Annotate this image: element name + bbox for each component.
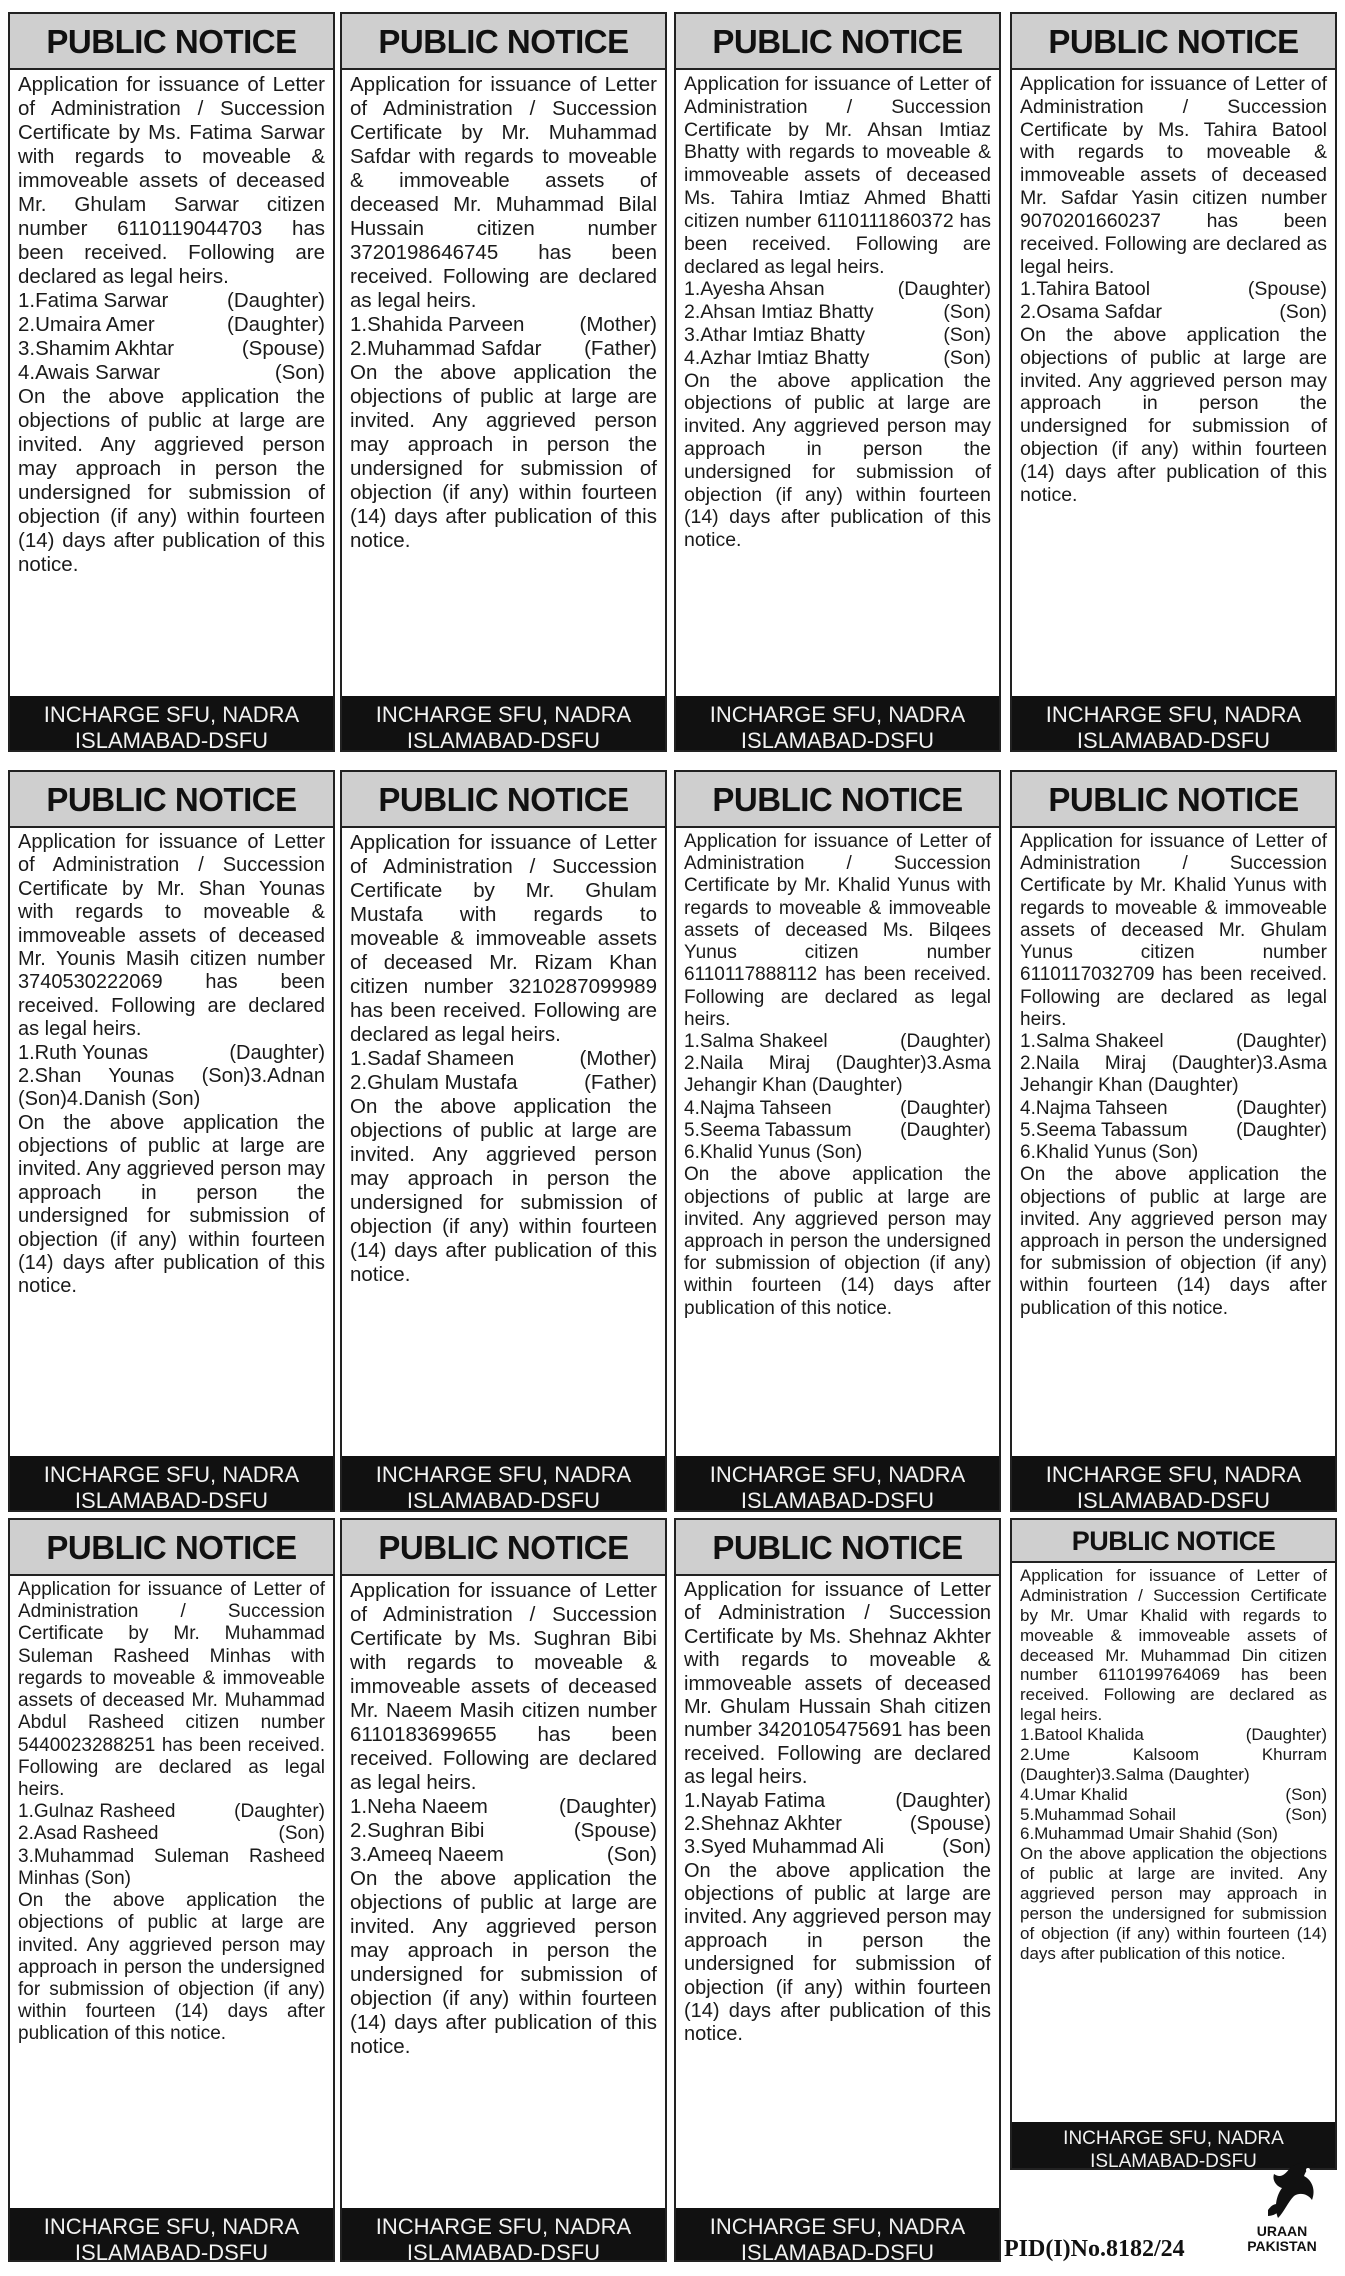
heir-relation: (Daughter) bbox=[895, 1789, 991, 1812]
signatory-line: INCHARGE SFU, NADRA bbox=[1045, 1462, 1302, 1487]
signatory-line: INCHARGE SFU, NADRA bbox=[1063, 2128, 1284, 2149]
heir-name: 2.Muhammad Safdar bbox=[350, 336, 542, 360]
heir-name: 2.Ahsan Imtiaz Bhatty bbox=[684, 301, 874, 324]
legal-heir-item bbox=[684, 1120, 991, 1142]
public-notice bbox=[8, 1518, 335, 2262]
notice-heading: PUBLIC NOTICE bbox=[342, 14, 665, 70]
legal-heir-item bbox=[18, 313, 325, 337]
notice-objection-text: On the above application the objections of public at large are invited. Any aggrieved person may approach in person the undersigned for submission of objection (if any) within fourteen (14) days after publication of this notice. bbox=[1020, 1164, 1327, 1319]
public-notice bbox=[8, 12, 335, 752]
notice-signatory bbox=[10, 1456, 333, 1510]
heir-name: 2.Ghulam Mustafa bbox=[350, 1070, 518, 1094]
heir-name: 5.Seema Tabassum bbox=[684, 1119, 852, 1141]
notice-signatory bbox=[676, 2208, 999, 2260]
legal-heir-item bbox=[684, 1836, 991, 1859]
legal-heir-item bbox=[1020, 1725, 1327, 1745]
heir-relation: (Son) bbox=[943, 346, 991, 369]
notice-objection-text: On the above application the objections of public at large are invited. Any aggrieved person may approach in person the undersigned for submission of objection (if any) within fourteen (14) days after publication of this notice. bbox=[684, 369, 991, 552]
heir-name: 1.Tahira Batool bbox=[1020, 278, 1151, 301]
public-notice bbox=[8, 770, 335, 1512]
signatory-line: INCHARGE SFU, NADRA bbox=[375, 2214, 632, 2239]
legal-heir-item: 3.Muhammad Suleman Rasheed Minhas (Son) bbox=[18, 1845, 325, 1889]
notice-heading: PUBLIC NOTICE bbox=[342, 772, 665, 828]
heir-relation: (Daughter) bbox=[1236, 1119, 1327, 1141]
notice-body bbox=[676, 70, 999, 696]
legal-heir-item bbox=[18, 289, 325, 313]
notice-intro-text: Application for issuance of Letter of Administration / Succession Certificate by Ms. Tahira Batool with regards to moveable & immoveable assets of deceased Mr. Safdar Yasin citizen number 9070201660237 has been received. Following are declared as legal heirs. bbox=[1020, 73, 1327, 278]
notice-signatory bbox=[342, 2208, 665, 2260]
signatory-line: ISLAMABAD-DSFU bbox=[406, 2240, 601, 2262]
legal-heir-item bbox=[350, 1843, 657, 1867]
public-notice bbox=[1010, 12, 1337, 752]
heir-name: 4.Awais Sarwar bbox=[18, 360, 161, 384]
legal-heir-item bbox=[350, 1071, 657, 1095]
notice-objection-text: On the above application the objections of public at large are invited. Any aggrieved person may approach in person the undersigned for submission of objection (if any) within fourteen (14) days after publication of this notice. bbox=[1020, 1844, 1327, 1963]
signatory-line: ISLAMABAD-DSFU bbox=[1090, 2150, 1257, 2170]
heir-name: 4.Najma Tahseen bbox=[1020, 1097, 1168, 1119]
heir-name: 2.Osama Safdar bbox=[1020, 301, 1162, 324]
signatory-line: ISLAMABAD-DSFU bbox=[1076, 1488, 1271, 1512]
legal-heir-item bbox=[18, 1823, 325, 1845]
heir-relation: (Father) bbox=[584, 1070, 657, 1094]
notice-heading: PUBLIC NOTICE bbox=[676, 772, 999, 828]
heir-name: 1.Fatima Sarwar bbox=[18, 288, 169, 312]
heir-relation: (Mother) bbox=[579, 312, 657, 336]
heir-name: 3.Syed Muhammad Ali bbox=[684, 1836, 885, 1859]
legal-heir-item bbox=[1020, 278, 1327, 301]
heir-name: 5.Muhammad Sohail bbox=[1020, 1804, 1176, 1824]
heir-name: 5.Seema Tabassum bbox=[1020, 1119, 1188, 1141]
public-notice bbox=[674, 770, 1001, 1512]
legal-heir-item bbox=[350, 1819, 657, 1843]
notice-intro-text: Application for issuance of Letter of Administration / Succession Certificate by Mr. Umar Khalid with regards to moveable & immoveable assets of deceased Mr. Muhammad Din citizen number 6110199764069 has been received. Following are declared as legal heirs. bbox=[1020, 1566, 1327, 1725]
notice-body bbox=[10, 70, 333, 696]
heir-relation: (Mother) bbox=[579, 1046, 657, 1070]
notice-heading: PUBLIC NOTICE bbox=[10, 14, 333, 70]
notice-intro-text: Application for issuance of Letter of Administration / Succession Certificate by Ms. Fatima Sarwar with regards to moveable & immoveable assets of deceased Mr. Ghulam Sarwar citizen number 6110119044703 has been received. Following are declared as legal heirs. bbox=[18, 73, 325, 288]
notice-body bbox=[342, 1576, 665, 2208]
notice-intro-text: Application for issuance of Letter of Administration / Succession Certificate by Mr. Ahsan Imtiaz Bhatty with regards to moveable & immoveable assets of deceased Ms. Tahira Imtiaz Ahmed Bhatti citizen number 6110111860372 has been received. Following are declared as legal heirs. bbox=[684, 73, 991, 278]
legal-heir-item bbox=[1020, 301, 1327, 324]
heir-relation: (Daughter) bbox=[234, 1801, 325, 1823]
signatory-line: ISLAMABAD-DSFU bbox=[74, 728, 269, 752]
heir-relation: (Daughter) bbox=[1236, 1097, 1327, 1119]
legal-heir-item: 6.Khalid Yunus (Son) bbox=[1020, 1142, 1199, 1164]
pid-number: PID(I)No.8182/24 bbox=[1004, 2236, 1185, 2262]
notice-signatory bbox=[10, 2208, 333, 2260]
legal-heir-item bbox=[350, 313, 657, 337]
signatory-line: ISLAMABAD-DSFU bbox=[406, 728, 601, 752]
legal-heir-item bbox=[1020, 1805, 1327, 1825]
notice-intro-text: Application for issuance of Letter of Administration / Succession Certificate by Mr. Muhammad Safdar with regards to moveable & immoveable assets of deceased Mr. Muhammad Bilal Hussain citizen number 3720198646745 has been received. Following are declared as legal heirs. bbox=[350, 73, 657, 312]
legal-heir-item: 6.Khalid Yunus (Son) bbox=[684, 1142, 863, 1164]
heir-name: 4.Umar Khalid bbox=[1020, 1784, 1128, 1804]
signatory-line: ISLAMABAD-DSFU bbox=[74, 1488, 269, 1512]
heir-relation: (Son) bbox=[942, 1836, 991, 1859]
notice-objection-text: On the above application the objections of public at large are invited. Any aggrieved person may approach in person the undersigned for submission of objection (if any) within fourteen (14) days after publication of this notice. bbox=[684, 1164, 991, 1319]
signatory-line: ISLAMABAD-DSFU bbox=[74, 2240, 269, 2262]
signatory-line: INCHARGE SFU, NADRA bbox=[43, 702, 300, 727]
heir-relation: (Son) bbox=[1285, 1784, 1327, 1804]
signatory-line: INCHARGE SFU, NADRA bbox=[709, 702, 966, 727]
heir-name: 2.Umaira Amer bbox=[18, 312, 155, 336]
heir-name: 3.Shamim Akhtar bbox=[18, 336, 175, 360]
heir-relation: (Daughter) bbox=[227, 288, 325, 312]
heir-relation: (Father) bbox=[584, 336, 657, 360]
notice-objection-text: On the above application the objections of public at large are invited. Any aggrieved person may approach in person the undersigned for submission of objection (if any) within fourteen (14) days after publication of this notice. bbox=[684, 1859, 991, 2046]
heir-name: 2.Asad Rasheed bbox=[18, 1823, 159, 1845]
heir-name: 1.Salma Shakeel bbox=[684, 1030, 828, 1052]
notice-heading: PUBLIC NOTICE bbox=[1012, 772, 1335, 828]
notice-intro-text: Application for issuance of Letter of Administration / Succession Certificate by Mr. Ghulam Mustafa with regards to moveable & immoveable assets of deceased Mr. Rizam Khan citizen number 3210287099989 has been received. Following are declared as legal heirs. bbox=[350, 831, 657, 1046]
notice-signatory bbox=[342, 1456, 665, 1510]
notice-heading: PUBLIC NOTICE bbox=[10, 772, 333, 828]
notice-signatory bbox=[342, 696, 665, 750]
public-notice bbox=[674, 12, 1001, 752]
heir-relation: (Daughter) bbox=[229, 1041, 325, 1064]
notice-intro-text: Application for issuance of Letter of Administration / Succession Certificate by Mr. Muhammad Suleman Rasheed Minhas with regards to moveable & immoveable assets of deceased Mr. Muhammad Abdul Rasheed citizen number 5440023288251 has been received. Following are declared as legal heirs. bbox=[18, 1579, 325, 1800]
heir-name: 1.Ruth Younas bbox=[18, 1041, 149, 1064]
legal-heir-item bbox=[18, 1042, 325, 1065]
notice-heading: PUBLIC NOTICE bbox=[342, 1520, 665, 1576]
notice-intro-text: Application for issuance of Letter of Administration / Succession Certificate by Ms. Shehnaz Akhter with regards to moveable & immoveable assets of deceased Mr. Ghulam Hussain Shah citizen number 3420105475691 has been received. Following are declared as legal heirs. bbox=[684, 1579, 991, 1789]
heir-name: 4.Azhar Imtiaz Bhatty bbox=[684, 346, 870, 369]
signatory-line: INCHARGE SFU, NADRA bbox=[43, 2214, 300, 2239]
heir-name: 1.Shahida Parveen bbox=[350, 312, 525, 336]
notice-signatory bbox=[1012, 696, 1335, 750]
notice-objection-text: On the above application the objections of public at large are invited. Any aggrieved person may approach in person the undersigned for submission of objection (if any) within fourteen (14) days after publication of this notice. bbox=[18, 1890, 325, 2045]
legal-heir-item bbox=[684, 1031, 991, 1053]
notice-heading: PUBLIC NOTICE bbox=[1012, 14, 1335, 70]
heir-relation: (Spouse) bbox=[573, 1818, 657, 1842]
legal-heir-item bbox=[18, 1801, 325, 1823]
legal-heir-item: 2.Naila Miraj (Daughter)3.Asma Jehangir Khan (Daughter) bbox=[684, 1053, 991, 1097]
heir-name: 1.Batool Khalida bbox=[1020, 1725, 1144, 1744]
legal-heir-item bbox=[684, 1790, 991, 1813]
heir-relation: (Spouse) bbox=[241, 336, 325, 360]
notice-intro-text: Application for issuance of Letter of Administration / Succession Certificate by Mr. Shan Younas with regards to moveable & immoveable assets of deceased Mr. Younis Masih citizen number 3740530222069 has been received. Following are declared as legal heirs. bbox=[18, 831, 325, 1041]
signatory-line: INCHARGE SFU, NADRA bbox=[375, 702, 632, 727]
public-notice bbox=[340, 1518, 667, 2262]
legal-heir-item bbox=[1020, 1098, 1327, 1120]
legal-heir-item bbox=[684, 347, 991, 370]
heir-name: 1.Gulnaz Rasheed bbox=[18, 1801, 176, 1823]
signatory-line: ISLAMABAD-DSFU bbox=[740, 2240, 935, 2262]
legal-heir-item bbox=[350, 337, 657, 361]
signatory-line: ISLAMABAD-DSFU bbox=[740, 1488, 935, 1512]
heir-name: 2.Shehnaz Akhter bbox=[684, 1812, 842, 1835]
heir-name: 1.Ayesha Ahsan bbox=[684, 278, 825, 301]
notice-body bbox=[1012, 828, 1335, 1456]
legal-heir-item: 6.Muhammad Umair Shahid (Son) bbox=[1020, 1824, 1278, 1844]
heir-relation: (Son) bbox=[278, 1823, 325, 1845]
heir-name: 4.Najma Tahseen bbox=[684, 1097, 832, 1119]
signatory-line: INCHARGE SFU, NADRA bbox=[709, 1462, 966, 1487]
notice-body bbox=[1012, 70, 1335, 696]
notice-heading: PUBLIC NOTICE bbox=[676, 14, 999, 70]
heir-relation: (Daughter) bbox=[900, 1119, 991, 1141]
notice-heading: PUBLIC NOTICE bbox=[10, 1520, 333, 1576]
public-notice bbox=[340, 770, 667, 1512]
uraan-pakistan-logo-text: URAAN PAKISTAN bbox=[1247, 2223, 1317, 2254]
legal-heir-item bbox=[350, 1795, 657, 1819]
legal-heir-item: 2.Ume Kalsoom Khurram (Daughter)3.Salma (Daughter) bbox=[1020, 1744, 1327, 1784]
legal-heir-item: 2.Shan Younas (Son)3.Adnan (Son)4.Danish (Son) bbox=[18, 1064, 325, 1111]
signatory-line: INCHARGE SFU, NADRA bbox=[709, 2214, 966, 2239]
notice-signatory bbox=[10, 696, 333, 750]
signatory-line: ISLAMABAD-DSFU bbox=[406, 1488, 601, 1512]
notice-heading: PUBLIC NOTICE bbox=[676, 1520, 999, 1576]
heir-name: 1.Neha Naeem bbox=[350, 1794, 488, 1818]
heir-relation: (Son) bbox=[943, 301, 991, 324]
heir-relation: (Son) bbox=[1279, 301, 1327, 324]
signatory-line: INCHARGE SFU, NADRA bbox=[375, 1462, 632, 1487]
notice-body bbox=[676, 828, 999, 1456]
heir-relation: (Spouse) bbox=[909, 1812, 991, 1835]
notice-intro-text: Application for issuance of Letter of Administration / Succession Certificate by Mr. Khalid Yunus with regards to moveable & immoveable assets of deceased Mr. Ghulam Yunus citizen number 6110117032709 has been received. Following are declared as legal heirs. bbox=[1020, 831, 1327, 1030]
notice-body bbox=[342, 70, 665, 696]
heir-name: 1.Sadaf Shameen bbox=[350, 1046, 515, 1070]
heir-relation: (Son) bbox=[606, 1842, 657, 1866]
legal-heir-item bbox=[684, 278, 991, 301]
notice-objection-text: On the above application the objections of public at large are invited. Any aggrieved person may approach in person the undersigned for submission of objection (if any) within fourteen (14) days after publication of this notice. bbox=[18, 1111, 325, 1298]
legal-heir-item bbox=[684, 324, 991, 347]
notice-body bbox=[342, 828, 665, 1456]
notice-body bbox=[1012, 1563, 1335, 2122]
legal-heir-item bbox=[684, 301, 991, 324]
heir-relation: (Daughter) bbox=[1245, 1725, 1327, 1744]
legal-heir-item bbox=[1020, 1031, 1327, 1053]
signatory-line: INCHARGE SFU, NADRA bbox=[43, 1462, 300, 1487]
legal-heir-item bbox=[18, 361, 325, 385]
notice-signatory bbox=[676, 696, 999, 750]
heir-relation: (Son) bbox=[943, 323, 991, 346]
heir-name: 1.Nayab Fatima bbox=[684, 1789, 826, 1812]
notice-objection-text: On the above application the objections of public at large are invited. Any aggrieved person may approach in person the undersigned for submission of objection (if any) within fourteen (14) days after publication of this notice. bbox=[350, 1866, 657, 2058]
heir-relation: (Spouse) bbox=[1247, 278, 1327, 301]
notice-body bbox=[10, 1576, 333, 2208]
notice-body bbox=[676, 1576, 999, 2208]
notice-intro-text: Application for issuance of Letter of Administration / Succession Certificate by Ms. Sughran Bibi with regards to moveable & immoveable assets of deceased Mr. Naeem Masih citizen number 6110183699655 has been received. Following are declared as legal heirs. bbox=[350, 1579, 657, 1794]
signatory-line: ISLAMABAD-DSFU bbox=[740, 728, 935, 752]
heir-relation: (Daughter) bbox=[227, 312, 325, 336]
notice-intro-text: Application for issuance of Letter of Administration / Succession Certificate by Mr. Khalid Yunus with regards to moveable & immoveable assets of deceased Ms. Bilqees Yunus citizen number 6110117888112 has been received. Following are declared as legal heirs. bbox=[684, 831, 991, 1030]
public-notice bbox=[1010, 1518, 1337, 2170]
legal-heir-item bbox=[18, 337, 325, 361]
heir-name: 1.Salma Shakeel bbox=[1020, 1030, 1164, 1052]
heir-relation: (Daughter) bbox=[900, 1030, 991, 1052]
heir-name: 2.Sughran Bibi bbox=[350, 1818, 485, 1842]
legal-heir-item bbox=[1020, 1785, 1327, 1805]
notice-objection-text: On the above application the objections of public at large are invited. Any aggrieved person may approach in person the undersigned for submission of objection (if any) within fourteen (14) days after publication of this notice. bbox=[350, 360, 657, 552]
heir-relation: (Daughter) bbox=[897, 278, 991, 301]
notice-objection-text: On the above application the objections of public at large are invited. Any aggrieved person may approach in person the undersigned for submission of objection (if any) within fourteen (14) days after publication of this notice. bbox=[1020, 323, 1327, 506]
legal-heir-item bbox=[684, 1813, 991, 1836]
public-notice bbox=[1010, 770, 1337, 1512]
legal-heir-item bbox=[684, 1098, 991, 1120]
public-notice bbox=[340, 12, 667, 752]
heir-relation: (Daughter) bbox=[900, 1097, 991, 1119]
heir-relation: (Son) bbox=[1285, 1804, 1327, 1824]
public-notice bbox=[674, 1518, 1001, 2262]
signatory-line: ISLAMABAD-DSFU bbox=[1076, 728, 1271, 752]
legal-heir-item bbox=[350, 1047, 657, 1071]
notice-heading: PUBLIC NOTICE bbox=[1012, 1520, 1335, 1563]
notice-signatory bbox=[676, 1456, 999, 1510]
heir-relation: (Daughter) bbox=[559, 1794, 657, 1818]
heir-name: 3.Ameeq Naeem bbox=[350, 1842, 504, 1866]
notice-body bbox=[10, 828, 333, 1456]
heir-name: 3.Athar Imtiaz Bhatty bbox=[684, 323, 865, 346]
signatory-line: INCHARGE SFU, NADRA bbox=[1045, 702, 1302, 727]
notice-objection-text: On the above application the objections of public at large are invited. Any aggrieved person may approach in person the undersigned for submission of objection (if any) within fourteen (14) days after publication of this notice. bbox=[350, 1094, 657, 1286]
notice-signatory bbox=[1012, 1456, 1335, 1510]
heir-relation: (Son) bbox=[274, 360, 325, 384]
heir-relation: (Daughter) bbox=[1236, 1030, 1327, 1052]
legal-heir-item: 2.Naila Miraj (Daughter)3.Asma Jehangir Khan (Daughter) bbox=[1020, 1053, 1327, 1097]
legal-heir-item bbox=[1020, 1120, 1327, 1142]
notice-objection-text: On the above application the objections of public at large are invited. Any aggrieved person may approach in person the undersigned for submission of objection (if any) within fourteen (14) days after publication of this notice. bbox=[18, 384, 325, 576]
